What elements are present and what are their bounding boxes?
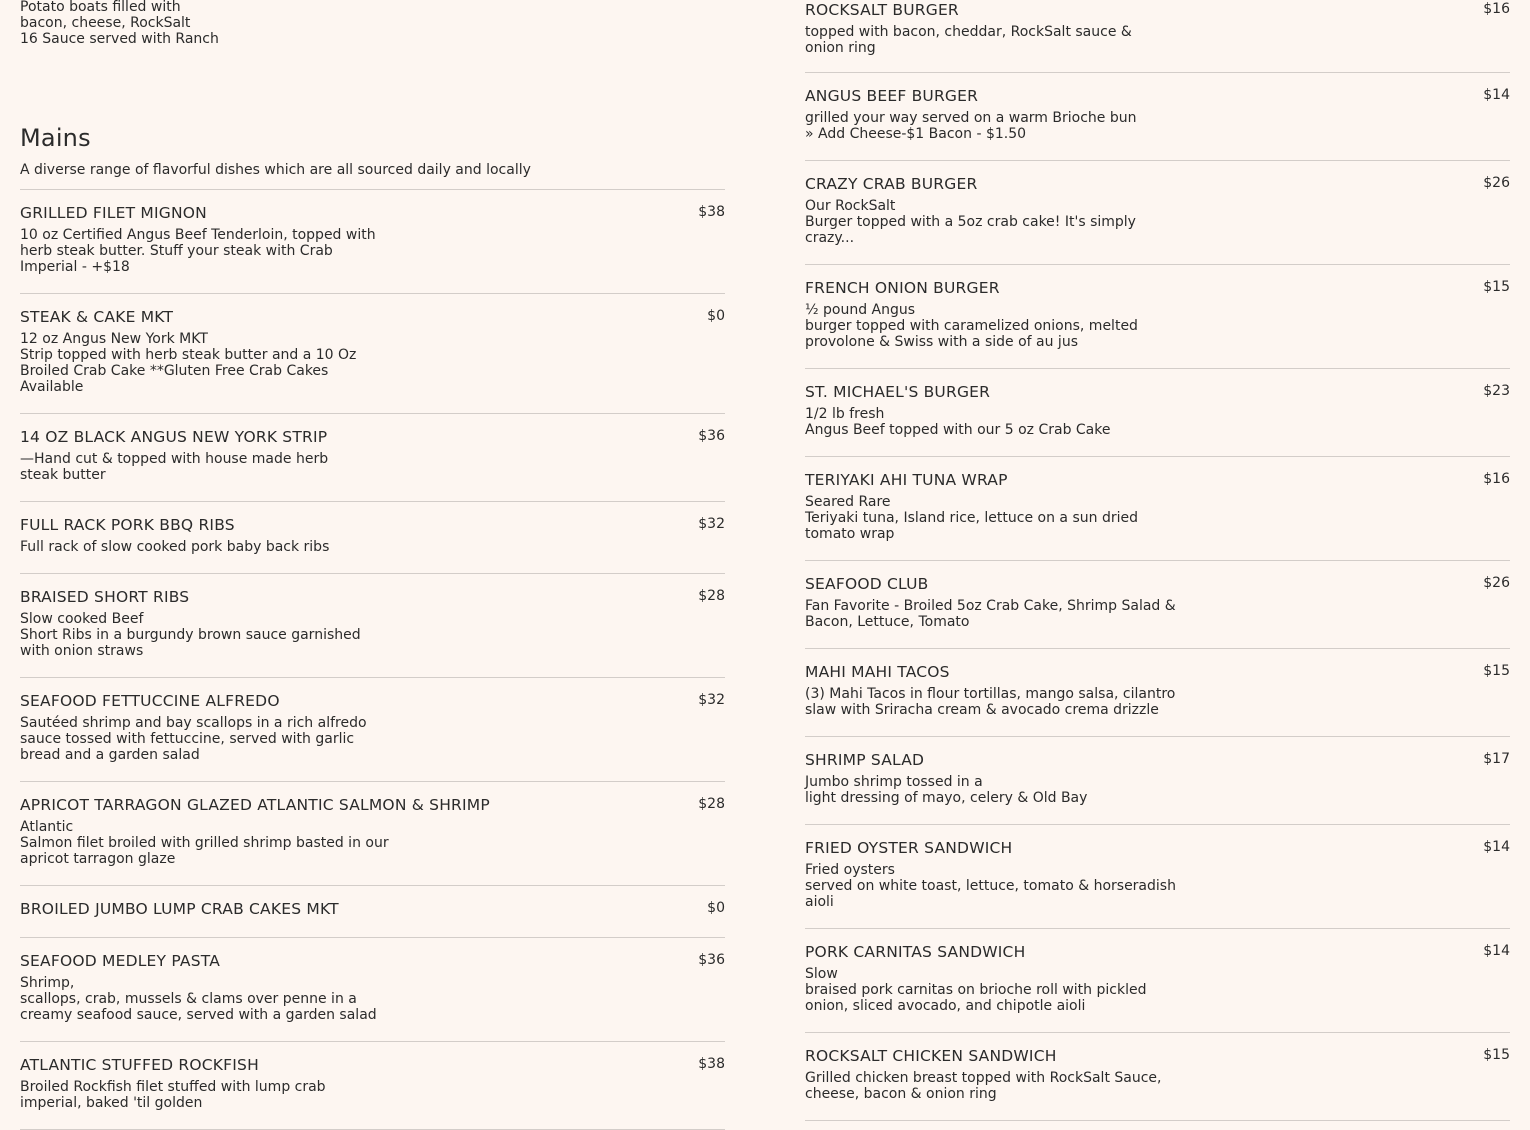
item-name: APRICOT TARRAGON GLAZED ATLANTIC SALMON & SHRIMP [20, 796, 490, 814]
menu-item [805, 929, 1510, 1033]
item-description: Fan Favorite - Broiled 5oz Crab Cake, Shrimp Salad & Bacon, Lettuce, Tomato [805, 598, 1176, 630]
menu-item [805, 825, 1510, 929]
item-name: MAHI MAHI TACOS [805, 663, 950, 681]
item-price: $14 [1483, 839, 1510, 855]
section-title: Mains [20, 124, 91, 152]
menu-item [805, 1033, 1510, 1121]
item-description: Slow braised pork carnitas on brioche roll with pickled onion, sliced avocado, and chipotle aioli [805, 966, 1147, 1014]
item-price: $23 [1483, 383, 1510, 399]
sandwiches-list [805, 0, 1510, 1121]
item-price: $0 [707, 900, 725, 916]
item-name: FRIED OYSTER SANDWICH [805, 839, 1013, 857]
item-price: $14 [1483, 943, 1510, 959]
item-description: 12 oz Angus New York MKT Strip topped with herb steak butter and a 10 Oz Broiled Crab Cake **Gluten Free Crab Cakes Available [20, 331, 357, 395]
item-price: $38 [698, 204, 725, 220]
menu-item [805, 737, 1510, 825]
item-name: CRAZY CRAB BURGER [805, 175, 978, 193]
menu-item [805, 649, 1510, 737]
item-price: $26 [1483, 175, 1510, 191]
item-name: SEAFOOD CLUB [805, 575, 929, 593]
top-item-description: Potato boats filled with bacon, cheese, RockSalt 16 Sauce served with Ranch [20, 0, 219, 47]
menu-item [20, 886, 725, 938]
menu-item [805, 369, 1510, 457]
item-price: $26 [1483, 575, 1510, 591]
item-description: Fried oysters served on white toast, lettuce, tomato & horseradish aioli [805, 862, 1176, 910]
menu-item [805, 0, 1510, 73]
item-description: Atlantic Salmon filet broiled with grilled shrimp basted in our apricot tarragon glaze [20, 819, 389, 867]
item-price: $16 [1483, 471, 1510, 487]
item-description: Slow cooked Beef Short Ribs in a burgundy brown sauce garnished with onion straws [20, 611, 361, 659]
item-description: topped with bacon, cheddar, RockSalt sauce & onion ring [805, 24, 1132, 56]
item-description: Jumbo shrimp tossed in a light dressing of mayo, celery & Old Bay [805, 774, 1088, 806]
menu-item [20, 1042, 725, 1130]
item-price: $32 [698, 692, 725, 708]
item-price: $38 [698, 1056, 725, 1072]
menu-item [20, 502, 725, 574]
item-price: $15 [1483, 1047, 1510, 1063]
menu-item [20, 938, 725, 1042]
item-price: $17 [1483, 751, 1510, 767]
item-description: Grilled chicken breast topped with RockSalt Sauce, cheese, bacon & onion ring [805, 1070, 1162, 1102]
menu-item [20, 190, 725, 294]
section-subtitle: A diverse range of flavorful dishes which are all sourced daily and locally [20, 162, 531, 178]
item-price: $32 [698, 516, 725, 532]
item-price: $14 [1483, 87, 1510, 103]
item-description: ½ pound Angus burger topped with caramelized onions, melted provolone & Swiss with a side of au jus [805, 302, 1138, 350]
item-name: ROCKSALT BURGER [805, 1, 959, 19]
item-name: FULL RACK PORK BBQ RIBS [20, 516, 235, 534]
item-name: SHRIMP SALAD [805, 751, 925, 769]
item-description: Shrimp, scallops, crab, mussels & clams over penne in a creamy seafood sauce, served with a garden salad [20, 975, 377, 1023]
item-description: (3) Mahi Tacos in flour tortillas, mango salsa, cilantro slaw with Sriracha cream & avocado crema drizzle [805, 686, 1176, 718]
item-description: 10 oz Certified Angus Beef Tenderloin, topped with herb steak butter. Stuff your steak with Crab Imperial - +$18 [20, 227, 376, 275]
item-name: GRILLED FILET MIGNON [20, 204, 207, 222]
item-name: BRAISED SHORT RIBS [20, 588, 190, 606]
item-price: $28 [698, 796, 725, 812]
item-name: FRENCH ONION BURGER [805, 279, 1000, 297]
menu-item [805, 73, 1510, 161]
item-name: PORK CARNITAS SANDWICH [805, 943, 1026, 961]
item-price: $28 [698, 588, 725, 604]
item-name: BROILED JUMBO LUMP CRAB CAKES MKT [20, 900, 339, 918]
item-price: $15 [1483, 663, 1510, 679]
item-price: $36 [698, 428, 725, 444]
item-description: grilled your way served on a warm Brioche bun » Add Cheese-$1 Bacon - $1.50 [805, 110, 1137, 142]
item-price: $36 [698, 952, 725, 968]
item-price: $0 [707, 308, 725, 324]
item-name: ANGUS BEEF BURGER [805, 87, 979, 105]
menu-item [20, 678, 725, 782]
item-price: $16 [1483, 1, 1510, 17]
item-name: ST. MICHAEL'S BURGER [805, 383, 991, 401]
menu-item [805, 161, 1510, 265]
item-name: TERIYAKI AHI TUNA WRAP [805, 471, 1008, 489]
menu-item [20, 782, 725, 886]
item-description: Broiled Rockfish filet stuffed with lump crab imperial, baked 'til golden [20, 1079, 326, 1111]
item-description: Sautéed shrimp and bay scallops in a rich alfredo sauce tossed with fettuccine, served with garlic bread and a garden salad [20, 715, 367, 763]
menu-item [20, 414, 725, 502]
item-name: STEAK & CAKE MKT [20, 308, 174, 326]
item-name: SEAFOOD MEDLEY PASTA [20, 952, 221, 970]
item-description: Seared Rare Teriyaki tuna, Island rice, lettuce on a sun dried tomato wrap [805, 494, 1138, 542]
item-description: —Hand cut & topped with house made herb steak butter [20, 451, 329, 483]
item-name: 14 OZ BLACK ANGUS NEW YORK STRIP [20, 428, 328, 446]
menu-item [805, 561, 1510, 649]
item-description: 1/2 lb fresh Angus Beef topped with our 5 oz Crab Cake [805, 406, 1111, 438]
mains-list [20, 189, 725, 1130]
item-name: SEAFOOD FETTUCCINE ALFREDO [20, 692, 280, 710]
mains-header [20, 124, 725, 178]
menu-item [20, 294, 725, 414]
item-description: Our RockSalt Burger topped with a 5oz crab cake! It's simply crazy... [805, 198, 1136, 246]
item-name: ATLANTIC STUFFED ROCKFISH [20, 1056, 259, 1074]
menu-item [805, 457, 1510, 561]
menu-item [20, 574, 725, 678]
item-name: ROCKSALT CHICKEN SANDWICH [805, 1047, 1057, 1065]
menu-item [805, 265, 1510, 369]
item-description: Full rack of slow cooked pork baby back ribs [20, 539, 330, 555]
item-price: $15 [1483, 279, 1510, 295]
